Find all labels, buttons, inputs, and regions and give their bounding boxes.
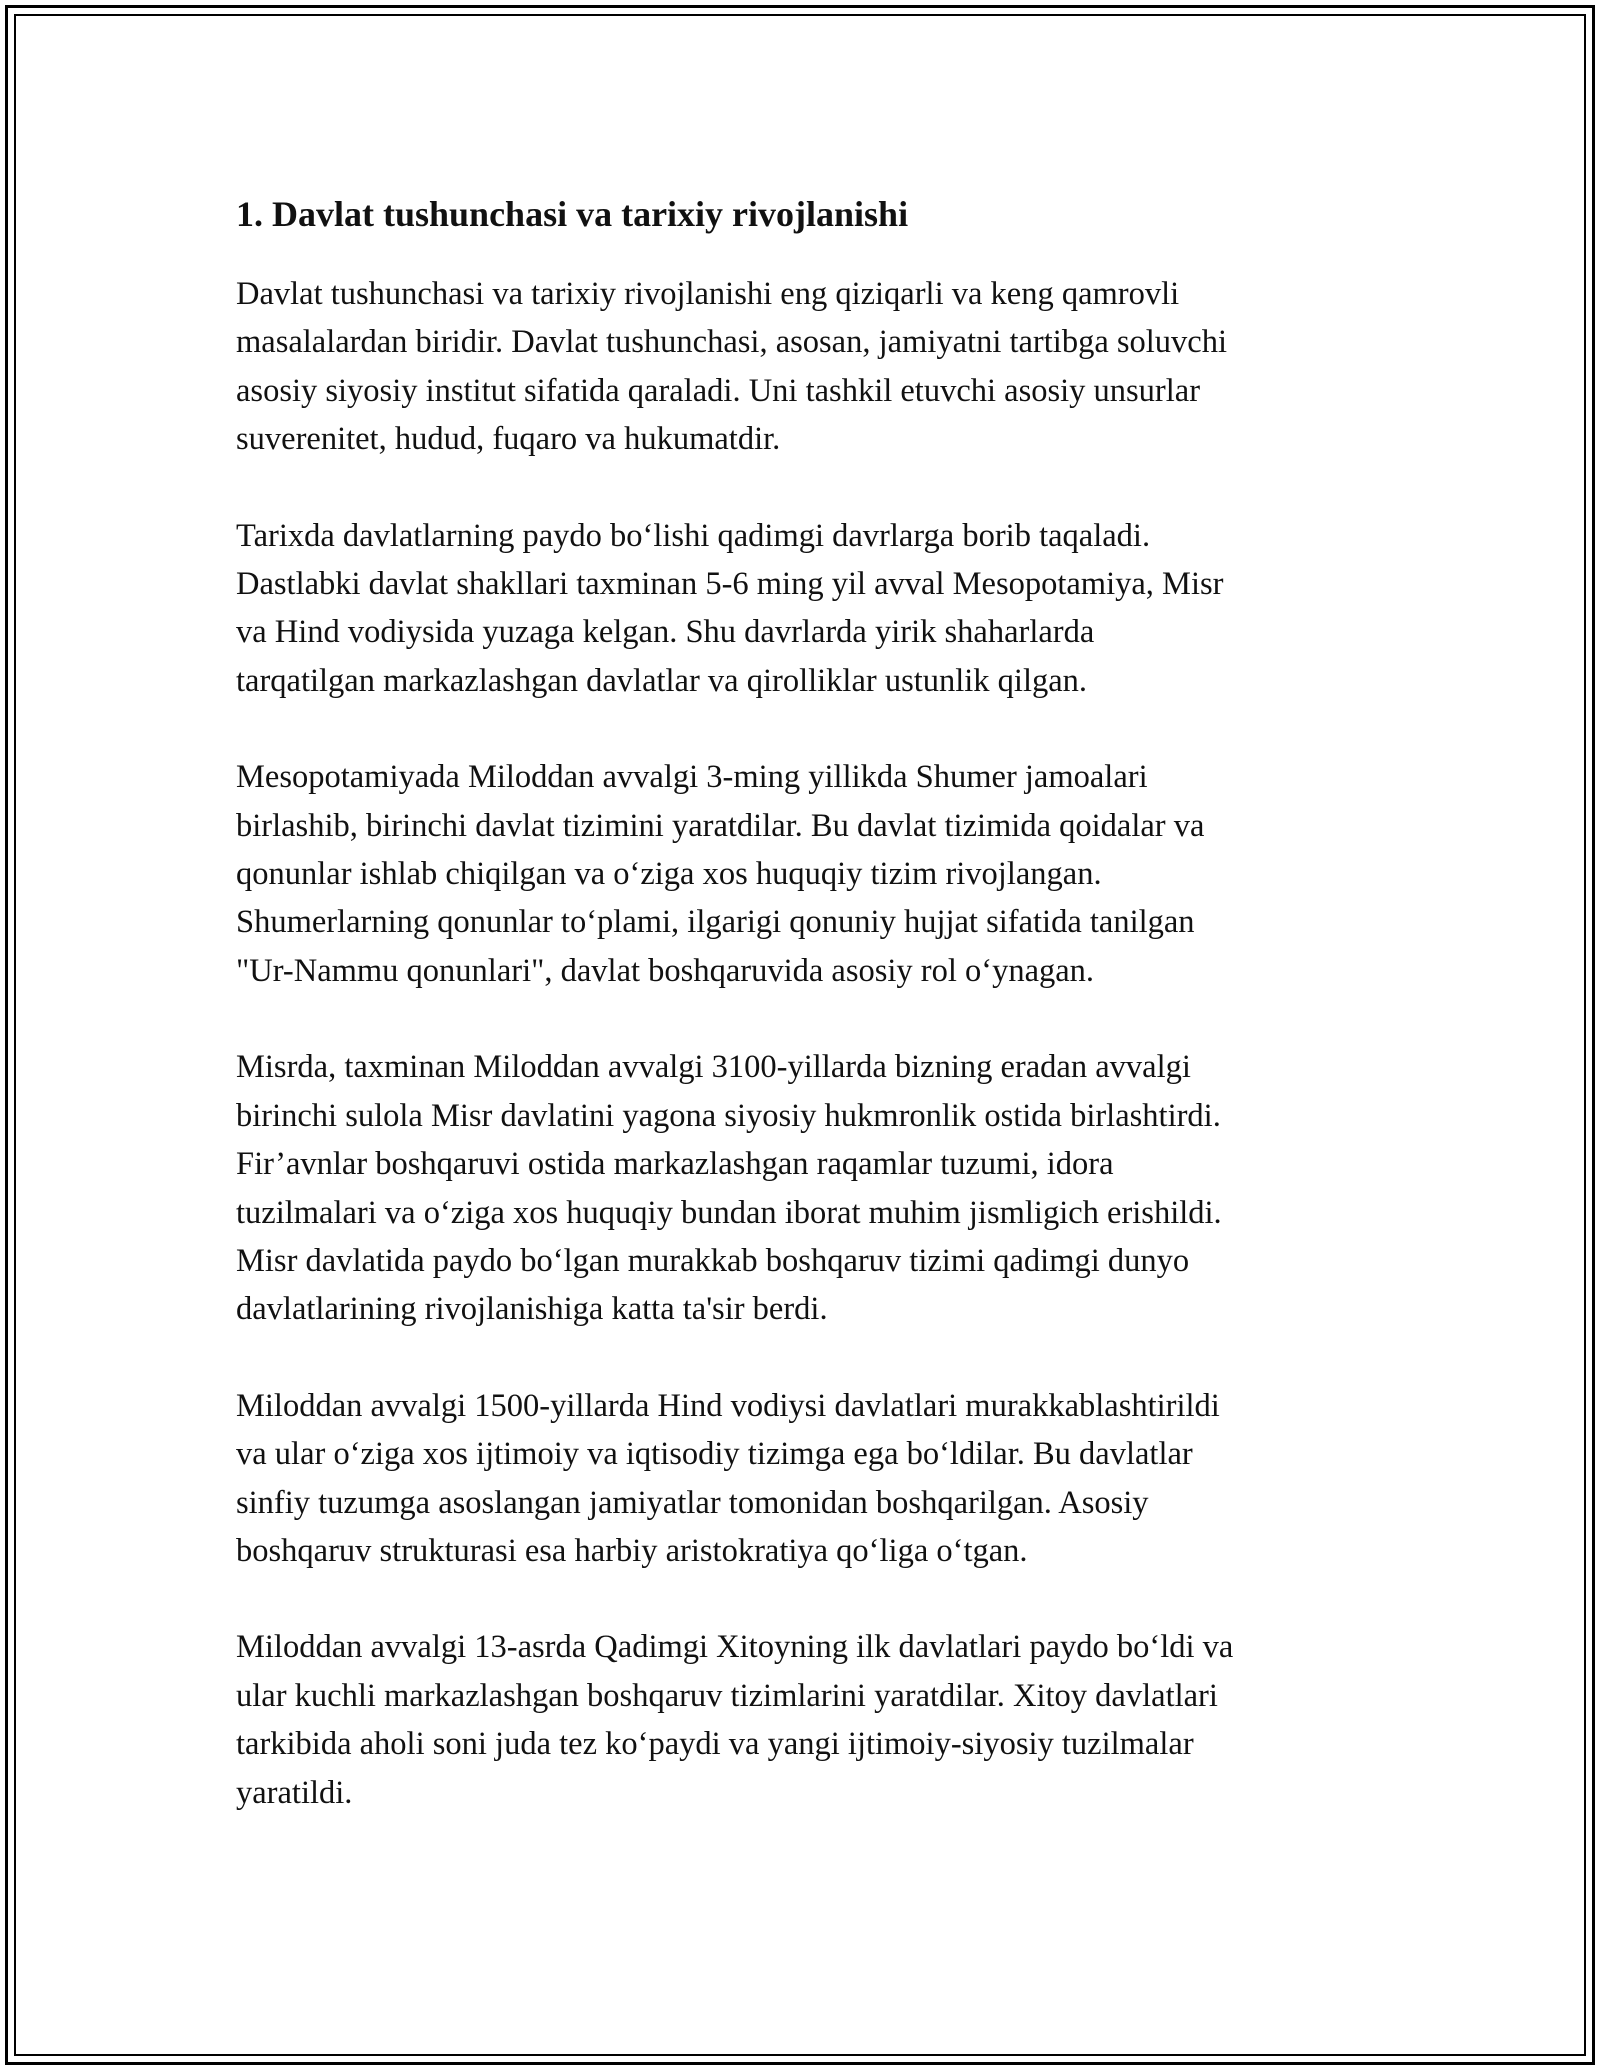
paragraph-egypt: Misrda, taxminan Miloddan avvalgi 3100-yillarda bizning eradan avvalgi birinchi sulola Misr davlatini yagona siyosiy hukmronlik ostida birlashtirdi. Fir’avnlar boshqaruvi ostida markazlashgan raqamlar tuzumi, idora tuzilmalari va o‘ziga xos huquqiy bundan iborat muhim jismligich erishildi. Misr davlatida paydo bo‘lgan murakkab boshqaruv tizimi qadimgi dunyo davlatlarining rivojlanishiga katta ta'sir berdi. bbox=[236, 1049, 1222, 1328]
paragraph-china: Miloddan avvalgi 13-asrda Qadimgi Xitoyning ilk davlatlari paydo bo‘ldi va ular kuchli markazlashgan boshqaruv tizimlarini yaratdilar. Xitoy davlatlari tarkibida aholi soni juda tez ko‘paydi va yangi ijtimoiy-siyosiy tuzilmalar yaratildi. bbox=[236, 1629, 1234, 1811]
paragraph-indus-valley: Miloddan avvalgi 1500-yillarda Hind vodiysi davlatlari murakkablashtirildi va ular o‘ziga xos ijtimoiy va iqtisodiy tizimga ega bo‘ldilar. Bu davlatlar sinfiy tuzumga asoslangan jamiyatlar tomonidan boshqarilgan. Asosiy boshqaruv strukturasi esa harbiy aristokratiya qo‘liga o‘tgan. bbox=[236, 1387, 1220, 1569]
section-heading: 1. Davlat tushunchasi va tarixiy rivojlanishi bbox=[236, 194, 909, 234]
paragraph-state-concept: Davlat tushunchasi va tarixiy rivojlanishi eng qiziqarli va keng qamrovli masalalardan biridir. Davlat tushunchasi, asosan, jamiyatni tartibga soluvchi asosiy siyosiy institut sifatida qaraladi. Uni tashkil etuvchi asosiy unsurlar suverenitet, hudud, fuqaro va hukumatdir. bbox=[236, 276, 1227, 458]
paragraph-origins: Tarixda davlatlarning paydo bo‘lishi qadimgi davrlarga borib taqaladi. Dastlabki davlat shakllari taxminan 5-6 ming yil avval Mesopotamiya, Misr va Hind vodiysida yuzaga kelgan. Shu davrlarda yirik shaharlarda tarqatilgan markazlashgan davlatlar va qirolliklar ustunlik qilgan. bbox=[236, 517, 1224, 699]
paragraph-mesopotamia: Mesopotamiyada Miloddan avvalgi 3-ming yillikda Shumer jamoalari birlashib, birinchi davlat tizimini yaratdilar. Bu davlat tizimida qoidalar va qonunlar ishlab chiqilgan va o‘ziga xos huquqiy tizim rivojlangan. Shumerlarning qonunlar to‘plami, ilgarigi qonuniy hujjat sifatida tanilgan "Ur-Nammu qonunlari", davlat boshqaruvida asosiy rol o‘ynagan. bbox=[236, 759, 1205, 989]
document-body bbox=[236, 188, 1366, 1865]
